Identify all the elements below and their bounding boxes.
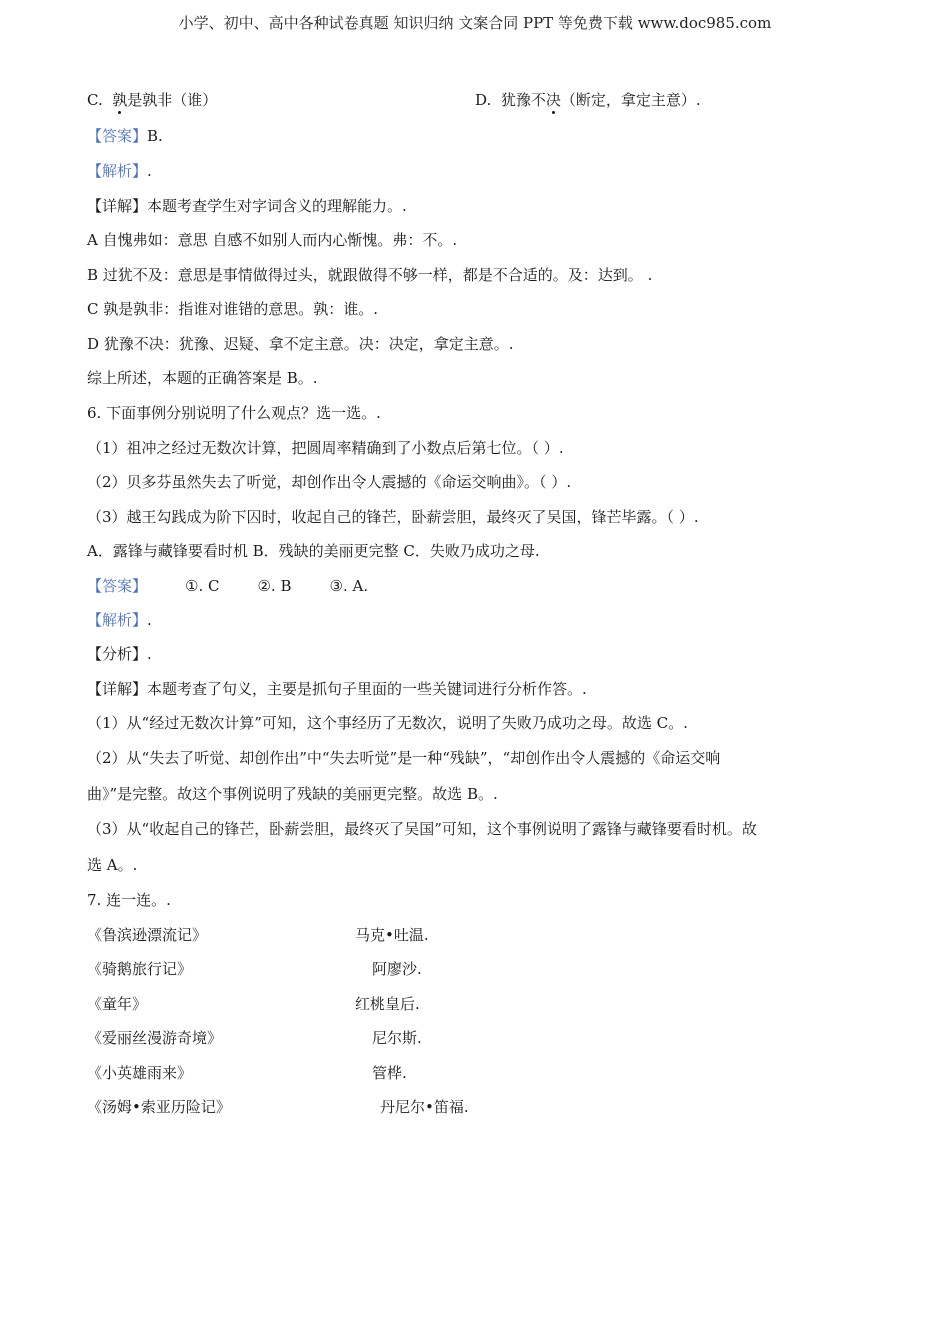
q5-option-d	[475, 90, 701, 110]
q6-exp-2b: 曲》”是完整。故这个事例说明了残缺的美丽更完整。故选 B。.	[87, 785, 498, 803]
answer-item-3: ③. A.	[329, 577, 369, 595]
answer-tag: 【答案】	[87, 127, 148, 145]
book-3: 《童年》	[87, 995, 148, 1013]
analysis-value: .	[147, 162, 152, 180]
q6-exp-3a: （3）从“收起自己的锋芒，卧薪尝胆，最终灭了吴国”可知，这个事例说明了露锋与藏锋要看时机。故	[87, 820, 757, 838]
page-header: 小学、初中、高中各种试卷真题 知识归纳 文案合同 PPT 等免费下载 www.doc985.com	[178, 14, 772, 32]
q5-line-a: A 自愧弗如：意思 自感不如别人而内心惭愧。弗：不。.	[87, 231, 458, 249]
q6-exp-2a: （2）从“失去了听觉、却创作出”中“失去听觉”是一种“残缺”，“却创作出令人震撼的《命运交响	[87, 749, 721, 767]
q5-option-c	[87, 90, 217, 110]
analysis-value: .	[147, 611, 152, 629]
analysis-tag: 【解析】	[87, 611, 148, 629]
option-c-label: C.	[87, 91, 103, 109]
author-2: 阿廖沙.	[372, 960, 422, 978]
author-5: 管桦.	[372, 1064, 407, 1082]
author-4: 尼尔斯.	[372, 1029, 422, 1047]
q7-title: 7. 连一连。.	[87, 891, 171, 909]
analysis-tag: 【解析】	[87, 162, 148, 180]
q6-options: A．露锋与藏锋要看时机 B．残缺的美丽更完整 C．失败乃成功之母.	[87, 542, 540, 560]
q6-answer	[87, 576, 406, 596]
q5-line-d: D 犹豫不决：犹豫、迟疑、拿不定主意。决：决定，拿定主意。.	[87, 335, 514, 353]
book-6: 《汤姆•索亚历险记》	[87, 1098, 231, 1116]
q5-summary: 综上所述，本题的正确答案是 B。.	[87, 369, 318, 387]
option-c-text: 是孰非（谁）	[127, 91, 218, 109]
book-5: 《小英雄雨来》	[87, 1064, 193, 1082]
q6-analysis	[87, 610, 152, 630]
q5-line-b: B 过犹不及：意思是事情做得过头，就跟做得不够一样，都是不合适的。及：达到。 .	[87, 266, 653, 284]
q6-item-1: （1）祖冲之经过无数次计算，把圆周率精确到了小数点后第七位。（ ）.	[87, 439, 564, 457]
q6-exp-1: （1）从“经过无数次计算”可知，这个事经历了无数次，说明了失败乃成功之母。故选 C。.	[87, 714, 688, 732]
author-6: 丹尼尔•笛福.	[380, 1098, 469, 1116]
answer-value: B.	[147, 127, 163, 145]
q6-item-2: （2）贝多芬虽然失去了听觉，却创作出令人震撼的《命运交响曲》。（ ）.	[87, 473, 572, 491]
answer-item-1: ①. C	[185, 577, 220, 595]
book-1: 《鲁滨逊漂流记》	[87, 926, 208, 944]
q5-line-c: C 孰是孰非：指谁对谁错的意思。孰：谁。.	[87, 300, 379, 318]
q6-title: 6. 下面事例分别说明了什么观点？选一选。.	[87, 404, 381, 422]
answer-item-2: ②. B	[257, 577, 292, 595]
option-d-text: （断定，拿定主意）.	[560, 91, 701, 109]
q6-exp-3b: 选 A。.	[87, 856, 138, 874]
q6-item-3: （3）越王勾践成为阶下囚时，收起自己的锋芒，卧薪尝胆，最终灭了吴国，锋芒毕露。（ ）.	[87, 508, 699, 526]
q5-answer	[87, 126, 163, 146]
option-d-dotted-char: 决	[545, 91, 561, 109]
author-1: 马克•吐温.	[355, 926, 429, 944]
option-c-dotted-char: 孰	[112, 91, 128, 109]
option-d-pre: 犹豫不	[500, 91, 546, 109]
option-d-label: D.	[475, 91, 492, 109]
q5-detail: 【详解】本题考查学生对字词含义的理解能力。.	[87, 197, 407, 215]
book-2: 《骑鹅旅行记》	[87, 960, 193, 978]
q6-fenxi: 【分析】.	[87, 645, 152, 663]
answer-tag: 【答案】	[87, 577, 148, 595]
q5-analysis	[87, 161, 152, 181]
author-3: 红桃皇后.	[355, 995, 420, 1013]
q6-detail: 【详解】本题考查了句义，主要是抓句子里面的一些关键词进行分析作答。.	[87, 680, 587, 698]
book-4: 《爱丽丝漫游奇境》	[87, 1029, 223, 1047]
